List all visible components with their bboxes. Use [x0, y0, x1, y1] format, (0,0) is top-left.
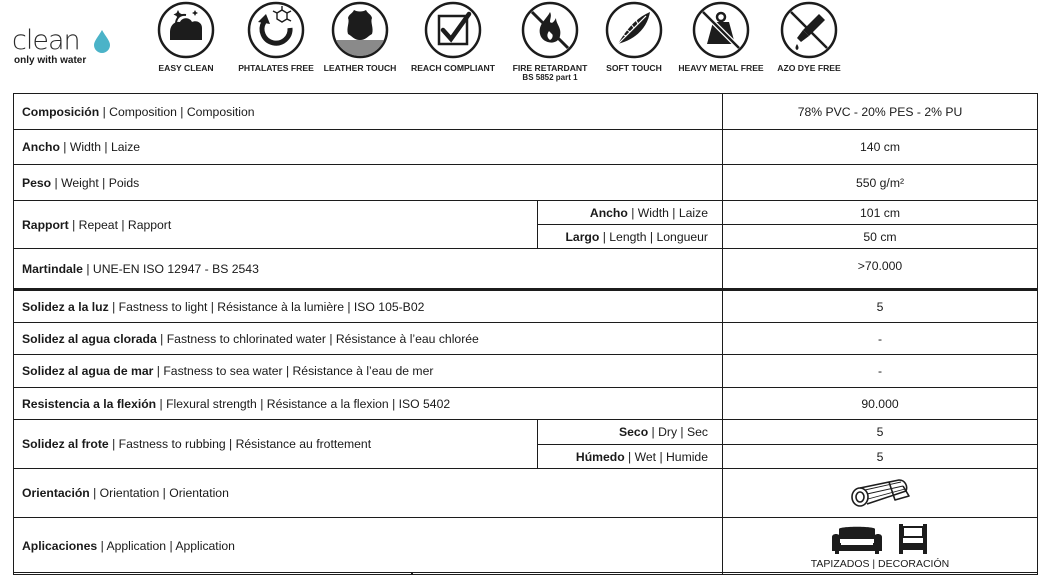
rubbing-wet-value: 5 — [723, 445, 1038, 469]
leather-touch-icon — [330, 0, 390, 60]
row-composition — [14, 94, 1038, 130]
badge-phthalates-free: PHTALATES FREE — [226, 0, 326, 73]
fabric-roll-icon — [849, 476, 911, 508]
flexural-value: 90.000 — [723, 388, 1038, 420]
row-chlorinated-water — [14, 323, 1038, 355]
row-sea-water — [14, 355, 1038, 388]
row-weight — [14, 165, 1038, 201]
brand-tagline: only with water — [14, 55, 87, 66]
badge-fire-retardant: FIRE RETARDANT BS 5852 part 1 — [500, 0, 600, 83]
row-light-fastness — [14, 290, 1038, 323]
brand-wordmark: clean — [12, 25, 80, 56]
orientation-label: Orientación | Orientation | Orientation — [14, 469, 723, 518]
sofa-icon — [831, 525, 883, 555]
martindale-value: >70.000 — [723, 249, 1038, 290]
repeat-length-value: 50 cm — [723, 225, 1038, 249]
weight-label: Peso | Weight | Poids — [14, 165, 723, 201]
brand-logo — [12, 26, 122, 70]
light-fastness-label: Solidez a la luz | Fastness to light | Résistance à la lumière | ISO 105-B02 — [14, 290, 723, 323]
chlorinated-water-value: - — [723, 323, 1038, 355]
fire-retardant-icon — [520, 0, 580, 60]
easy-clean-icon — [156, 0, 216, 60]
repeat-width-value: 101 cm — [723, 201, 1038, 225]
repeat-width-label: Ancho | Width | Laize — [538, 201, 723, 225]
width-label: Ancho | Width | Laize — [14, 130, 723, 165]
flexural-label: Resistencia a la flexión | Flexural strength | Résistance a la flexion | ISO 5402 — [14, 388, 723, 420]
badge-reach-compliant: REACH COMPLIANT — [403, 0, 503, 73]
badge-leather-touch: LEATHER TOUCH — [310, 0, 410, 73]
martindale-label: Martindale | UNE-EN ISO 12947 - BS 2543 — [14, 249, 723, 290]
water-drop-icon — [92, 28, 112, 54]
row-width — [14, 130, 1038, 165]
badge-azo-dye-free: AZO DYE FREE — [759, 0, 859, 73]
composition-label: Composición | Composition | Composition — [14, 94, 723, 130]
badge-easy-clean: EASY CLEAN — [136, 0, 236, 73]
row-rubbing-dry — [14, 420, 1038, 445]
row-repeat-width — [14, 201, 1038, 225]
reach-compliant-icon — [423, 0, 483, 60]
phthalates-free-icon — [246, 0, 306, 60]
rubbing-label: Solidez al frote | Fastness to rubbing | Résistance au frottement — [14, 420, 538, 469]
repeat-length-label: Largo | Length | Longueur — [538, 225, 723, 249]
row-orientation — [14, 469, 1038, 518]
heavy-metal-free-icon — [691, 0, 751, 60]
chlorinated-water-label: Solidez al agua clorada | Fastness to chlorinated water | Résistance à l’eau chlorée — [14, 323, 723, 355]
badge-soft-touch: SOFT TOUCH — [584, 0, 684, 73]
badge-heavy-metal-free: HEAVY METAL FREE — [671, 0, 771, 73]
applications-label: Aplicaciones | Application | Application — [14, 518, 723, 575]
sea-water-label: Solidez al agua de mar | Fastness to sea water | Résistance à l’eau de mer — [14, 355, 723, 388]
orientation-value — [723, 469, 1038, 518]
composition-value: 78% PVC - 20% PES - 2% PU — [723, 94, 1038, 130]
row-flexural — [14, 388, 1038, 420]
spec-table — [13, 93, 1038, 575]
rubbing-wet-label: Húmedo | Wet | Humide — [538, 445, 723, 469]
width-value: 140 cm — [723, 130, 1038, 165]
rubbing-dry-value: 5 — [723, 420, 1038, 445]
repeat-label: Rapport | Repeat | Rapport — [14, 201, 538, 249]
applications-value — [723, 518, 1038, 575]
azo-dye-free-icon — [779, 0, 839, 60]
applications-caption: TAPIZADOS | DECORACIÓN — [810, 557, 950, 570]
headboard-icon — [897, 523, 929, 555]
light-fastness-value: 5 — [723, 290, 1038, 323]
row-martindale — [14, 249, 1038, 290]
weight-value: 550 g/m² — [723, 165, 1038, 201]
rubbing-dry-label: Seco | Dry | Sec — [538, 420, 723, 445]
row-applications — [14, 518, 1038, 575]
sea-water-value: - — [723, 355, 1038, 388]
soft-touch-icon — [604, 0, 664, 60]
